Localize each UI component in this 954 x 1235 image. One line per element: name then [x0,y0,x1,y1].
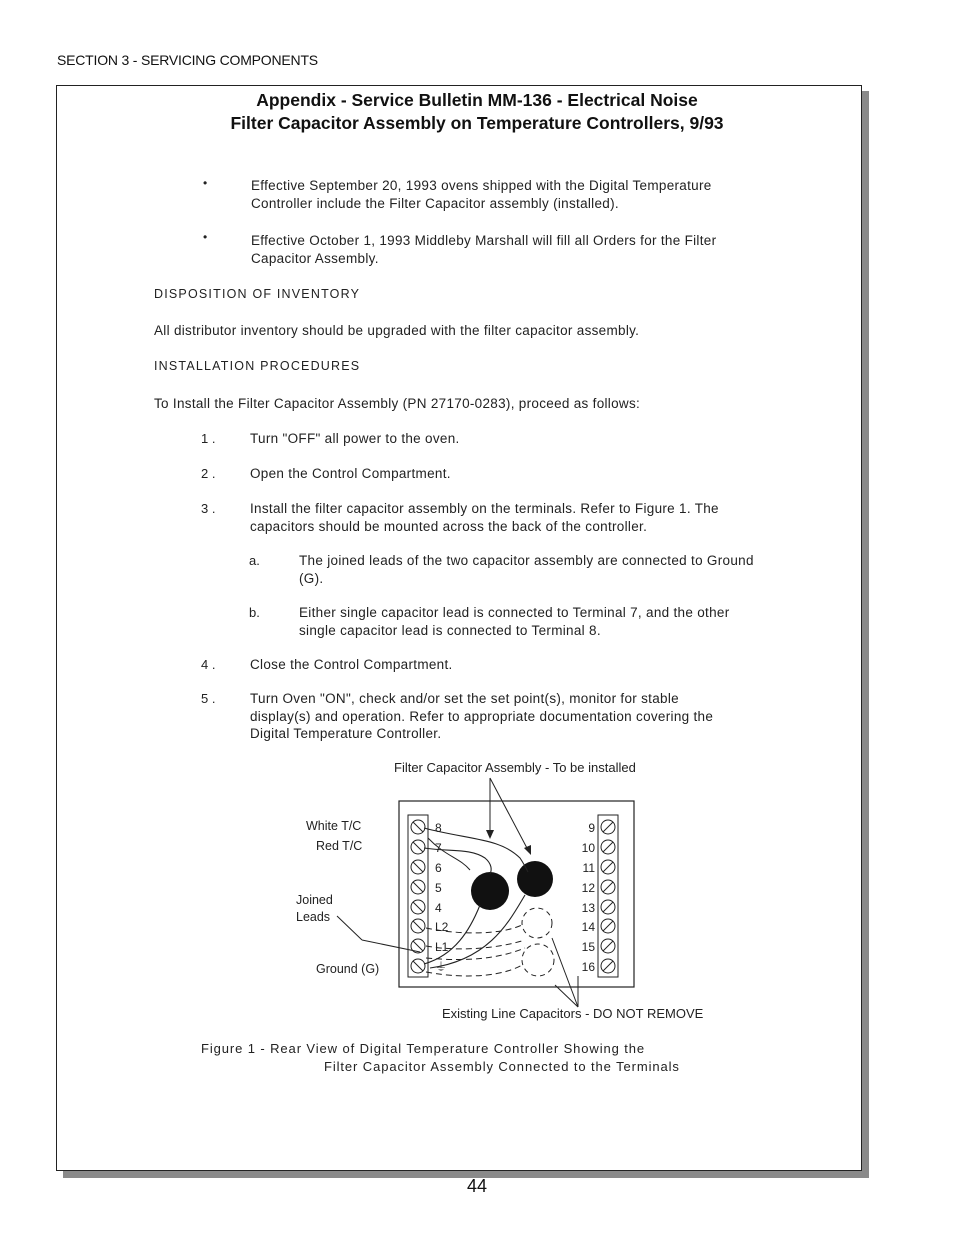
terminal-number: 12 [581,881,595,895]
pointer-line [490,778,528,850]
left-terminals [411,820,425,973]
terminal-number: 16 [581,960,595,974]
step-5-line-3: Digital Temperature Controller. [250,726,442,741]
step-2-text: Open the Control Compartment. [250,466,451,481]
title-line-1: Appendix - Service Bulletin MM-136 - Electrical Noise [256,90,698,110]
substep-a-line-2: (G). [299,571,324,586]
bullet-dot: • [203,230,208,244]
existing-line-capacitor [522,908,552,938]
step-5-line-2: display(s) and operation. Refer to appropriate documentation covering the [250,709,714,724]
right-terminal-numbers [582,821,596,974]
terminal-number: 9 [588,821,595,835]
substep-letter: a. [249,553,260,568]
arrowhead [524,845,531,855]
label-red-tc: Red T/C [316,839,363,853]
step-4-text: Close the Control Compartment. [250,657,453,672]
step-number: 3 . [201,501,216,516]
existing-line-capacitor [522,944,554,976]
terminal-number: 13 [581,901,595,915]
terminal-number: L2 [435,920,449,934]
step-1-text: Turn "OFF" all power to the oven. [250,431,460,446]
installation-heading: INSTALLATION PROCEDURES [154,359,361,373]
bullet-1-line-1: Effective September 20, 1993 ovens shipped with the Digital Temperature [251,178,712,193]
step-3-line-1: Install the filter capacitor assembly on the terminals. Refer to Figure 1. The [250,501,719,516]
substep-a-line-1: The joined leads of the two capacitor assembly are connected to Ground [299,553,754,568]
step-number: 2 . [201,466,216,481]
arrowhead [486,830,494,839]
terminal-number: 10 [581,841,595,855]
disposition-heading: DISPOSITION OF INVENTORY [154,287,361,301]
terminal-number: 11 [582,861,595,875]
terminal-number: 6 [435,861,442,875]
title-line-2: Filter Capacitor Assembly on Temperature Controllers, 9/93 [230,113,724,133]
substep-b-line-2: single capacitor lead is connected to Terminal 8. [299,623,601,638]
label-ground: Ground (G) [316,962,380,976]
substep-letter: b. [249,605,260,620]
label-white-tc: White T/C [306,819,362,833]
label-joined: Joined [296,893,333,907]
filter-capacitor [517,861,553,897]
figure-caption-line-1: Figure 1 - Rear View of Digital Temperature Controller Showing the [201,1041,646,1056]
step-number: 1 . [201,431,216,446]
pointer-line [555,985,578,1007]
page-number: 44 [466,1176,488,1196]
terminal-number: 7 [435,841,442,855]
terminal-number: 14 [581,920,595,934]
step-number: 4 . [201,657,216,672]
terminal-number: 4 [435,901,442,915]
figure-caption-line-2: Filter Capacitor Assembly Connected to the Terminals [324,1059,680,1074]
bullet-2-line-1: Effective October 1, 1993 Middleby Marshall will fill all Orders for the Filter [251,233,717,248]
terminal-number: 15 [581,940,595,954]
bullet-dot: • [203,176,208,190]
left-terminal-numbers [435,821,449,974]
section-header: SECTION 3 - SERVICING COMPONENTS [57,52,318,68]
step-5-line-1: Turn Oven "ON", check and/or set the set point(s), monitor for stable [250,691,679,706]
terminal-number: 5 [435,881,442,895]
filter-capacitor [471,872,509,910]
disposition-text: All distributor inventory should be upgraded with the filter capacitor assembly. [154,323,640,338]
terminal-number: 8 [435,821,442,835]
installation-intro: To Install the Filter Capacitor Assembly (PN 27170-0283), proceed as follows: [154,396,641,411]
bullet-2-line-2: Capacitor Assembly. [251,251,379,266]
substep-b-line-1: Either single capacitor lead is connected to Terminal 7, and the other [299,605,730,620]
figure-top-label: Filter Capacitor Assembly - To be installed [394,760,636,775]
terminal-number: ⏚ [435,960,448,974]
step-number: 5 . [201,691,216,706]
joined-leads-pointer [337,916,362,940]
figure-bottom-label: Existing Line Capacitors - DO NOT REMOVE [442,1006,704,1021]
step-3-line-2: capacitors should be mounted across the back of the controller. [250,519,648,534]
pointer-line [552,938,578,1007]
label-leads: Leads [296,910,331,924]
right-terminals [601,820,615,973]
terminal-number: L1 [435,940,449,954]
bullet-1-line-2: Controller include the Filter Capacitor assembly (installed). [251,196,619,211]
